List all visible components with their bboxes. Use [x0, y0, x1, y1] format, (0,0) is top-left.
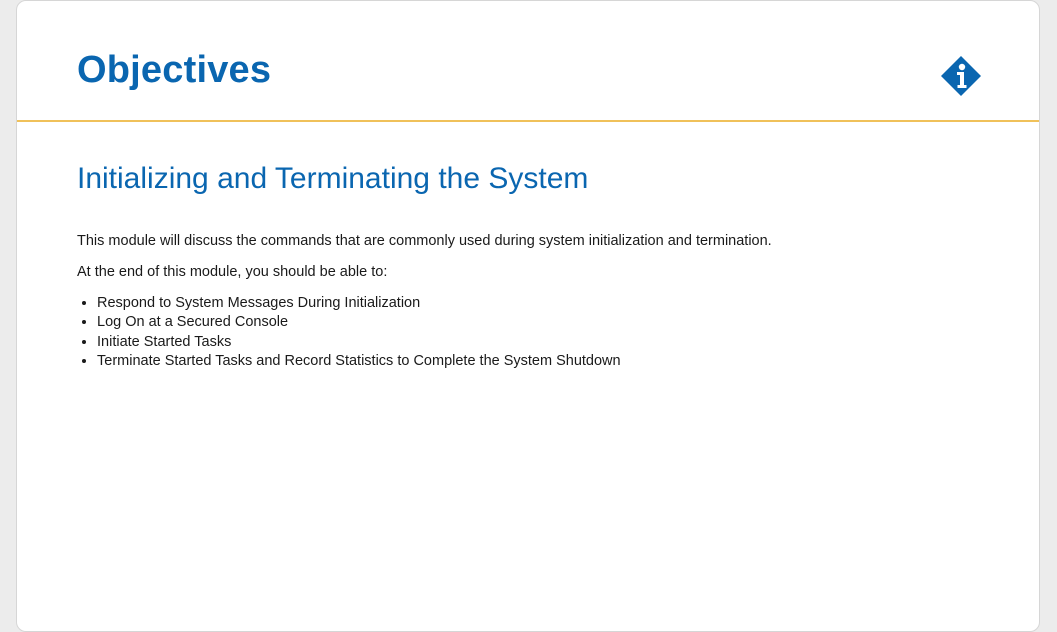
objectives-card — [16, 0, 1040, 632]
list-item: • Terminate Started Tasks and Record Statistics to Complete the System Shutdown — [97, 352, 977, 372]
section-title: Initializing and Terminating the System — [77, 162, 589, 195]
page-title: Objectives — [77, 49, 272, 91]
list-item: • Respond to System Messages During Initialization — [97, 294, 977, 314]
objectives-list — [77, 294, 977, 372]
lead-in-paragraph: At the end of this module, you should be able to: — [77, 263, 388, 280]
list-item: • Log On at a Secured Console — [97, 313, 977, 333]
list-item: • Initiate Started Tasks — [97, 333, 977, 353]
card-header — [17, 1, 1039, 122]
intro-paragraph: This module will discuss the commands that are commonly used during system initialization and termination. — [77, 233, 772, 249]
info-diamond-icon[interactable] — [940, 55, 982, 97]
module-content — [77, 161, 977, 372]
